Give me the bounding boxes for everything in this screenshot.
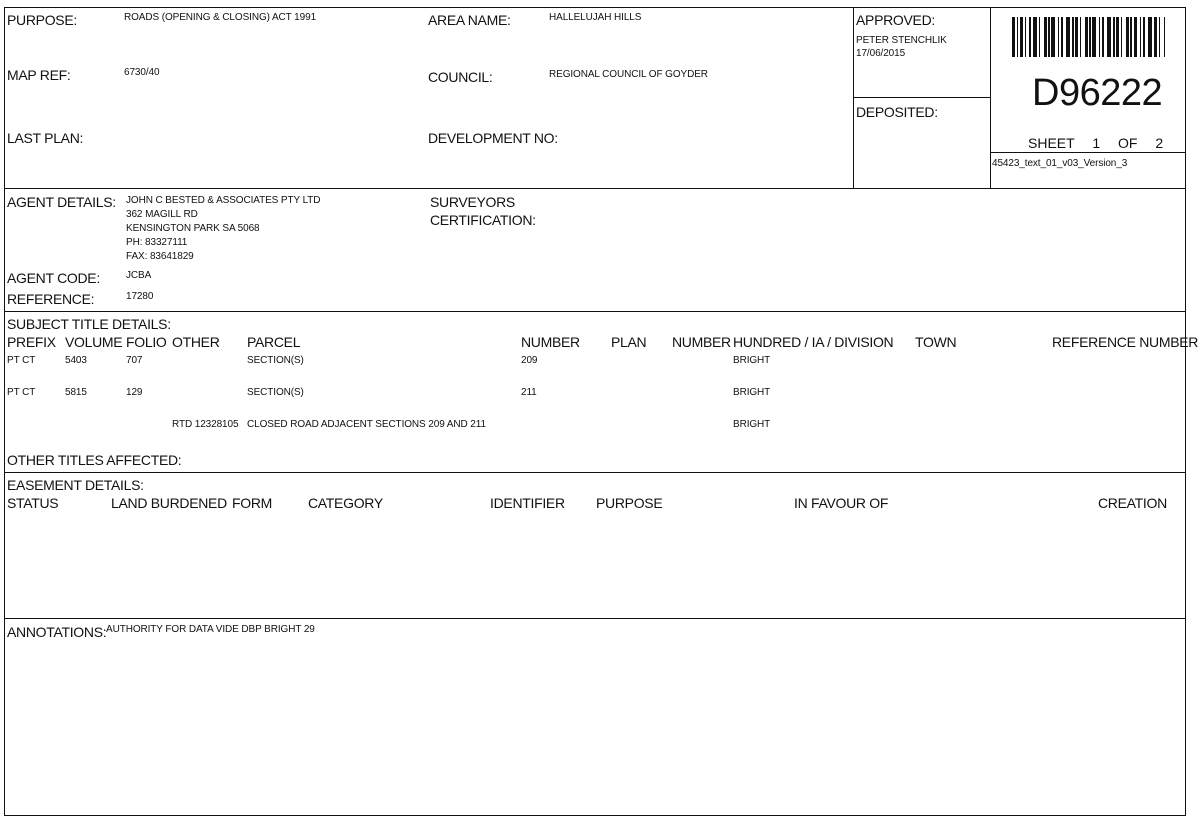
col-plan-number: NUMBER xyxy=(672,334,731,350)
col-form: FORM xyxy=(232,495,273,511)
row3-other: RTD 12328105 xyxy=(172,419,239,430)
col-plan: PLAN xyxy=(611,334,647,350)
col-folio: FOLIO xyxy=(126,334,167,350)
agent-line: 362 MAGILL RD xyxy=(126,209,198,220)
approved-name: PETER STENCHLIK xyxy=(856,35,947,46)
row2-volume: 5815 xyxy=(65,387,87,398)
row1-prefix: PT CT xyxy=(7,355,36,366)
approved-label: APPROVED: xyxy=(856,12,935,28)
divider-agent-bottom xyxy=(4,311,1186,312)
agent-code-label: AGENT CODE: xyxy=(7,270,100,286)
col-number: NUMBER xyxy=(521,334,580,350)
sheet-of-label: OF xyxy=(1118,135,1138,151)
row2-number: 211 xyxy=(521,387,537,398)
col-purpose: PURPOSE xyxy=(596,495,663,511)
easement-details-label: EASEMENT DETAILS: xyxy=(7,477,144,493)
deposited-label: DEPOSITED: xyxy=(856,104,938,120)
sheet-current: 1 xyxy=(1092,135,1101,151)
col-category: CATEGORY xyxy=(308,495,383,511)
divider-subject-bottom xyxy=(4,472,1186,473)
barcode-icon xyxy=(1012,17,1167,57)
purpose-value: ROADS (OPENING & CLOSING) ACT 1991 xyxy=(124,12,317,23)
area-name-value: HALLELUJAH HILLS xyxy=(549,12,642,23)
col-reference: REFERENCE NUMBER xyxy=(1052,334,1199,350)
plan-number: D96222 xyxy=(1032,72,1163,114)
agent-line: FAX: 83641829 xyxy=(126,251,194,262)
reference-value: 17280 xyxy=(126,291,154,302)
col-other: OTHER xyxy=(172,334,220,350)
agent-details-label: AGENT DETAILS: xyxy=(7,194,116,210)
col-in-favour-of: IN FAVOUR OF xyxy=(794,495,889,511)
row2-folio: 129 xyxy=(126,387,143,398)
agent-line: KENSINGTON PARK SA 5068 xyxy=(126,223,260,234)
row2-hundred: BRIGHT xyxy=(733,387,771,398)
surveyors-label: SURVEYORS xyxy=(430,194,515,210)
agent-details-value xyxy=(126,194,320,264)
row1-hundred: BRIGHT xyxy=(733,355,771,366)
council-value: REGIONAL COUNCIL OF GOYDER xyxy=(549,69,708,80)
col-town: TOWN xyxy=(915,334,957,350)
divider-deposited-top xyxy=(853,97,990,98)
col-hundred: HUNDRED / IA / DIVISION xyxy=(733,334,894,350)
reference-label: REFERENCE: xyxy=(7,291,95,307)
col-prefix: PREFIX xyxy=(7,334,56,350)
agent-line: PH: 83327111 xyxy=(126,237,188,248)
agent-code-value: JCBA xyxy=(126,270,152,281)
sheet-label: SHEET xyxy=(1028,135,1075,151)
area-name-label: AREA NAME: xyxy=(428,12,511,28)
map-ref-label: MAP REF: xyxy=(7,67,71,83)
other-titles-label: OTHER TITLES AFFECTED: xyxy=(7,452,182,468)
row2-prefix: PT CT xyxy=(7,387,36,398)
row1-volume: 5403 xyxy=(65,355,87,366)
row3-hundred: BRIGHT xyxy=(733,419,771,430)
last-plan-label: LAST PLAN: xyxy=(7,130,84,146)
certification-label: CERTIFICATION: xyxy=(430,212,536,228)
row2-parcel: SECTION(S) xyxy=(247,387,304,398)
approved-date: 17/06/2015 xyxy=(856,48,906,59)
col-identifier: IDENTIFIER xyxy=(490,495,565,511)
divider-plan-left xyxy=(990,7,991,188)
col-land-burdened: LAND BURDENED xyxy=(111,495,227,511)
form-frame xyxy=(4,7,1186,816)
col-volume: VOLUME xyxy=(65,334,123,350)
agent-line: JOHN C BESTED & ASSOCIATES PTY LTD xyxy=(126,195,321,206)
row1-parcel: SECTION(S) xyxy=(247,355,304,366)
purpose-label: PURPOSE: xyxy=(7,12,77,28)
annotations-label: ANNOTATIONS: xyxy=(7,624,107,640)
row1-folio: 707 xyxy=(126,355,143,366)
subject-title-label: SUBJECT TITLE DETAILS: xyxy=(7,316,171,332)
col-creation: CREATION xyxy=(1098,495,1167,511)
development-no-label: DEVELOPMENT NO: xyxy=(428,130,558,146)
annotations-value: AUTHORITY FOR DATA VIDE DBP BRIGHT 29 xyxy=(106,624,315,635)
row3-parcel: CLOSED ROAD ADJACENT SECTIONS 209 AND 211 xyxy=(247,419,486,430)
map-ref-value: 6730/40 xyxy=(124,67,160,78)
council-label: COUNCIL: xyxy=(428,69,493,85)
divider-header-bottom xyxy=(4,188,1186,189)
divider-version-top xyxy=(990,152,1186,153)
divider-easement-bottom xyxy=(4,618,1186,619)
version-text: 45423_text_01_v03_Version_3 xyxy=(992,158,1128,169)
sheet-total: 2 xyxy=(1155,135,1164,151)
sheet-indicator xyxy=(1028,135,1163,151)
col-status: STATUS xyxy=(7,495,59,511)
col-parcel: PARCEL xyxy=(247,334,301,350)
row1-number: 209 xyxy=(521,355,538,366)
